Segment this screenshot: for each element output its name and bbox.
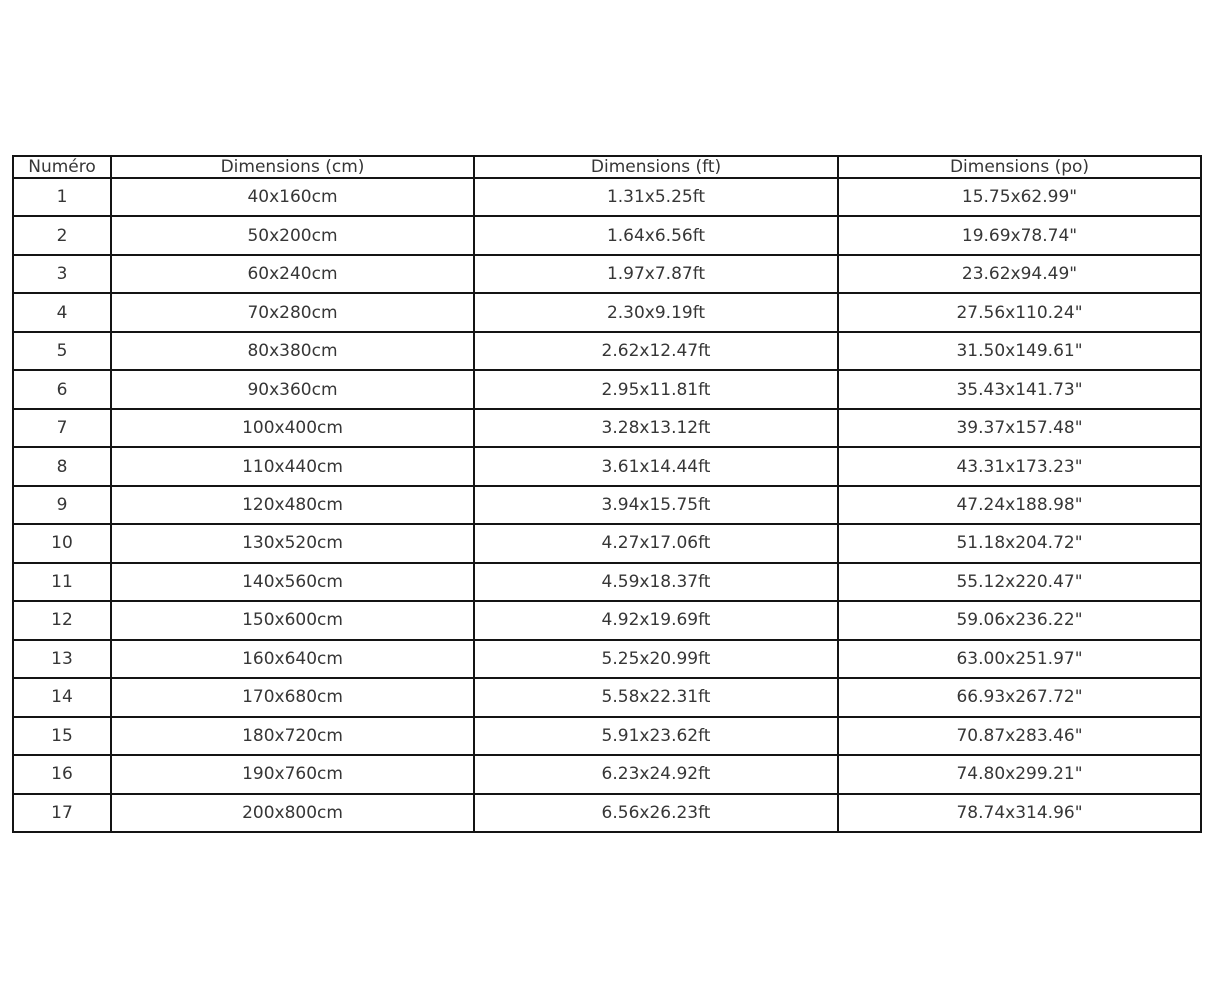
cell-dimensions-ft: 4.92x19.69ft (474, 601, 838, 639)
cell-dimensions-po: 51.18x204.72" (838, 524, 1201, 562)
cell-dimensions-ft: 5.91x23.62ft (474, 717, 838, 755)
cell-numero: 6 (13, 370, 111, 408)
table-row (13, 293, 1201, 331)
cell-dimensions-po: 66.93x267.72" (838, 678, 1201, 716)
cell-dimensions-po: 43.31x173.23" (838, 447, 1201, 485)
cell-dimensions-po: 63.00x251.97" (838, 640, 1201, 678)
cell-dimensions-po: 47.24x188.98" (838, 486, 1201, 524)
cell-dimensions-cm: 100x400cm (111, 409, 474, 447)
cell-dimensions-cm: 90x360cm (111, 370, 474, 408)
cell-dimensions-cm: 150x600cm (111, 601, 474, 639)
table-row (13, 755, 1201, 793)
table-row (13, 409, 1201, 447)
cell-dimensions-cm: 40x160cm (111, 178, 474, 216)
cell-numero: 9 (13, 486, 111, 524)
cell-dimensions-cm: 130x520cm (111, 524, 474, 562)
cell-numero: 11 (13, 563, 111, 601)
table-row (13, 486, 1201, 524)
cell-dimensions-ft: 1.64x6.56ft (474, 216, 838, 254)
table-row (13, 794, 1201, 833)
table-row (13, 601, 1201, 639)
cell-dimensions-ft: 1.97x7.87ft (474, 255, 838, 293)
cell-numero: 15 (13, 717, 111, 755)
cell-dimensions-cm: 160x640cm (111, 640, 474, 678)
cell-numero: 4 (13, 293, 111, 331)
cell-dimensions-ft: 2.30x9.19ft (474, 293, 838, 331)
cell-dimensions-cm: 180x720cm (111, 717, 474, 755)
table-row (13, 370, 1201, 408)
cell-dimensions-po: 55.12x220.47" (838, 563, 1201, 601)
cell-numero: 1 (13, 178, 111, 216)
cell-dimensions-ft: 3.94x15.75ft (474, 486, 838, 524)
column-header-numero: Numéro (13, 156, 111, 178)
cell-dimensions-po: 59.06x236.22" (838, 601, 1201, 639)
cell-dimensions-po: 78.74x314.96" (838, 794, 1201, 833)
cell-dimensions-cm: 50x200cm (111, 216, 474, 254)
cell-dimensions-po: 35.43x141.73" (838, 370, 1201, 408)
table-row (13, 332, 1201, 370)
cell-dimensions-ft: 2.95x11.81ft (474, 370, 838, 408)
cell-dimensions-ft: 4.59x18.37ft (474, 563, 838, 601)
cell-dimensions-ft: 6.56x26.23ft (474, 794, 838, 833)
cell-dimensions-cm: 170x680cm (111, 678, 474, 716)
dimensions-conversion-table (12, 155, 1202, 833)
cell-dimensions-po: 27.56x110.24" (838, 293, 1201, 331)
cell-numero: 5 (13, 332, 111, 370)
cell-dimensions-ft: 3.61x14.44ft (474, 447, 838, 485)
cell-dimensions-ft: 3.28x13.12ft (474, 409, 838, 447)
column-header-dimensions-ft: Dimensions (ft) (474, 156, 838, 178)
cell-dimensions-cm: 60x240cm (111, 255, 474, 293)
cell-dimensions-po: 31.50x149.61" (838, 332, 1201, 370)
table-row (13, 447, 1201, 485)
cell-dimensions-ft: 5.25x20.99ft (474, 640, 838, 678)
cell-dimensions-cm: 120x480cm (111, 486, 474, 524)
cell-dimensions-cm: 190x760cm (111, 755, 474, 793)
cell-dimensions-cm: 110x440cm (111, 447, 474, 485)
cell-dimensions-po: 39.37x157.48" (838, 409, 1201, 447)
table-row (13, 640, 1201, 678)
cell-dimensions-ft: 2.62x12.47ft (474, 332, 838, 370)
cell-numero: 13 (13, 640, 111, 678)
cell-dimensions-cm: 200x800cm (111, 794, 474, 833)
column-header-dimensions-cm: Dimensions (cm) (111, 156, 474, 178)
table-row (13, 178, 1201, 216)
cell-numero: 16 (13, 755, 111, 793)
cell-dimensions-ft: 4.27x17.06ft (474, 524, 838, 562)
cell-dimensions-ft: 6.23x24.92ft (474, 755, 838, 793)
table-row (13, 563, 1201, 601)
cell-numero: 7 (13, 409, 111, 447)
cell-dimensions-po: 23.62x94.49" (838, 255, 1201, 293)
table-row (13, 524, 1201, 562)
table-row (13, 255, 1201, 293)
cell-dimensions-po: 19.69x78.74" (838, 216, 1201, 254)
cell-numero: 17 (13, 794, 111, 833)
cell-numero: 10 (13, 524, 111, 562)
column-header-dimensions-po: Dimensions (po) (838, 156, 1201, 178)
cell-dimensions-cm: 80x380cm (111, 332, 474, 370)
header-row (13, 156, 1201, 178)
cell-dimensions-cm: 140x560cm (111, 563, 474, 601)
cell-numero: 3 (13, 255, 111, 293)
table-row (13, 678, 1201, 716)
cell-dimensions-po: 74.80x299.21" (838, 755, 1201, 793)
cell-dimensions-po: 15.75x62.99" (838, 178, 1201, 216)
table-row (13, 717, 1201, 755)
cell-numero: 12 (13, 601, 111, 639)
cell-numero: 14 (13, 678, 111, 716)
cell-dimensions-po: 70.87x283.46" (838, 717, 1201, 755)
table-row (13, 216, 1201, 254)
cell-dimensions-cm: 70x280cm (111, 293, 474, 331)
cell-numero: 2 (13, 216, 111, 254)
cell-numero: 8 (13, 447, 111, 485)
cell-dimensions-ft: 5.58x22.31ft (474, 678, 838, 716)
cell-dimensions-ft: 1.31x5.25ft (474, 178, 838, 216)
